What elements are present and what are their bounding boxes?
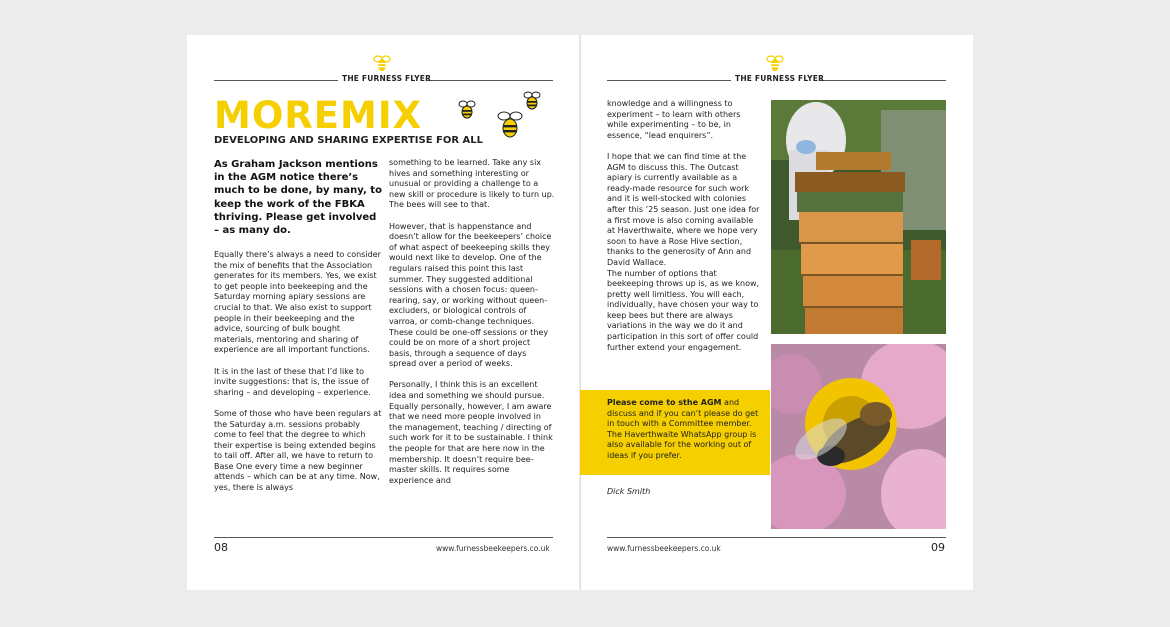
paragraph: Some of those who have been regulars at the Saturday a.m. sessions probably come to feel that the degree to which their expertise is being extended begins to tail off. After all, we have to return to Base One every time a new beginner attends – which can be at any time. Now, yes, there is always [214,408,382,493]
paragraph: something to be learned. Take any six hives and something interesting or unusual or providing a challenge to a new skill or procedure is likely to turn up. The bees will see to that. [389,158,555,210]
left-column-2 [389,158,555,497]
header-title: THE FURNESS FLYER [735,74,825,83]
footer-rule [607,537,946,538]
paragraph: knowledge and a willingness to experiment – to learn with others while experimenting – to be, in essence, “lead enquirers”. [607,99,741,140]
left-column-1 [214,250,382,504]
footer-url: www.furnessbeekeepers.co.uk [607,544,721,553]
article-lead: As Graham Jackson mentions in the AGM notice there’s much to be done, by many, to keep the work of the FBKA thriving. Please get involved – as many do. [214,159,382,237]
bee-icon [765,54,785,72]
bee-icon [495,108,525,140]
header-rule [426,80,553,81]
bee-icon [456,98,478,120]
paragraph: Equally there’s always a need to consider the mix of benefits that the Association generates for its members. Yes, we exist to get people into beekeeping and the Saturday morning apiary sessions are crucial to that. We also exist to support people in their beekeeping and the advice, sourcing of bulk bought materials, mentoring and sharing of experience are all important functions. [214,250,381,355]
footer-url: www.furnessbeekeepers.co.uk [436,544,550,553]
paragraph: I hope that we can find time at the AGM to discuss this. The Outcast apiary is currently available as a ready-made resource for such work and it is well-stocked with colonies after this ’25 season. Just one idea for a first move is also coming available at Haverthwaite, where we hope very soon to have a Rose Hive section, thanks to the generosity of Ann and David Wallace. [607,151,760,267]
header-rule [214,80,338,81]
paragraph: However, that is happenstance and doesn’t allow for the beekeepers’ choice of what aspect of beekeeping skills they would next like to develop. One of the regulars raised this point this last summer. They suggested additional sessions with a chosen focus: queen-rearing, say, or working without queen-excluders, or biological controls of varroa, or comb-change techniques. These could be one-off sessions or they could be on more of a short project basis, through a sequence of days spread over a period of weeks. [389,221,552,369]
header-title: THE FURNESS FLYER [342,74,432,83]
author-signature: Dick Smith [607,487,651,496]
bee-flower-photo [771,344,946,529]
footer-rule [214,537,553,538]
beehive-photo [771,100,946,334]
bee-icon [372,54,392,72]
agm-callout [580,390,770,475]
page-number: 08 [214,541,228,554]
paragraph: The number of options that beekeeping throws up is, as we know, pretty well limitless. You will each, individually, have chosen your way to keep bees but there are always variations in the way we do it and participation in this sort of offer could further extend your engagement. [607,268,760,352]
callout-text: and discuss and if you can’t please do get in touch with a Committee member. The Haverthwaite WhatsApp group is also available for the working out of ideas if you prefer. [607,398,759,460]
callout-bold: Please come to sthe AGM [607,398,722,407]
article-subtitle: DEVELOPING AND SHARING EXPERTISE FOR ALL [214,135,484,146]
paragraph: Personally, I think this is an excellent idea and something we should pursue. Equally personally, however, I am aware that we need more people involved in the management, teaching / directing of such work for it to be sustainable. I think the people for that are here now in the membership. It doesn’t require bee-master skills. It requires some experience and [389,380,553,485]
paragraph: It is in the last of these that I’d like to invite suggestions: that is, the issue of sharing – and developing – experience. [214,366,371,397]
header-rule [819,80,946,81]
page-number: 09 [931,541,945,554]
header-rule [607,80,731,81]
right-column [607,99,763,364]
article-title: MOREMIX [214,94,423,137]
